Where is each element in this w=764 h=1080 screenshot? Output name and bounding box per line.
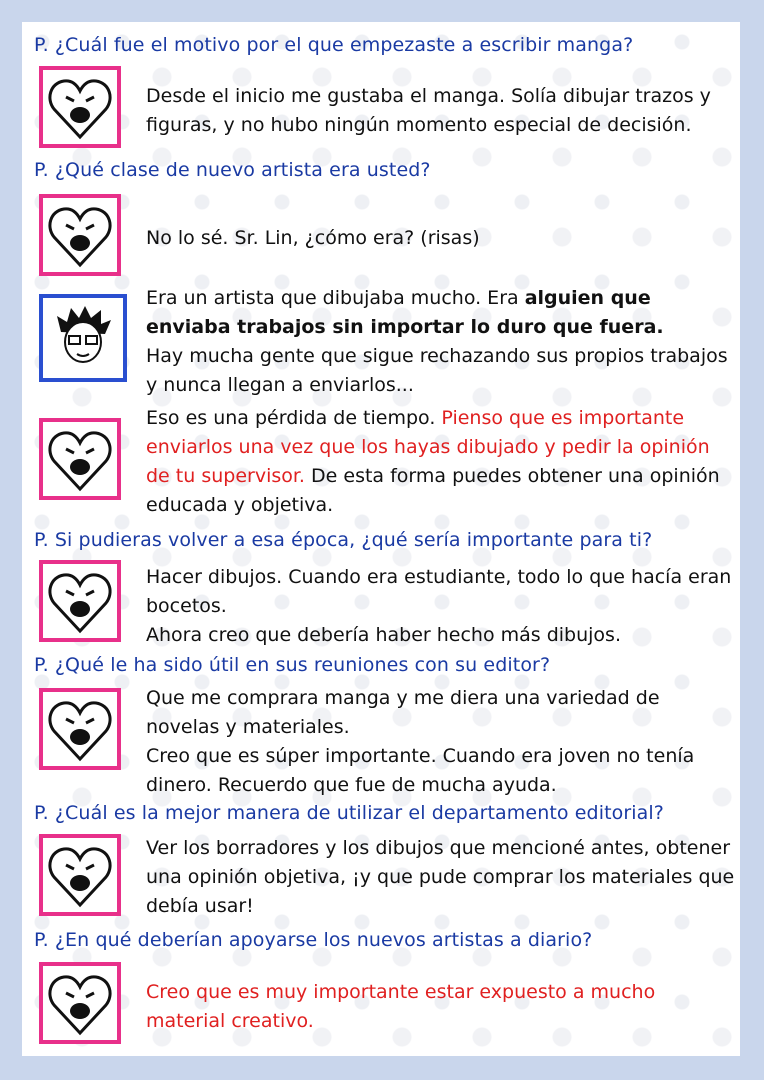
answer-6-extra: Creo que es súper importante. Cuando era joven no tenía dinero. Recuerdo que fue de mucha ayuda.: [146, 745, 695, 796]
answer-3-rest: Hay mucha gente que sigue rechazando sus propios trabajos y nunca llegan a enviarlos...: [146, 345, 728, 396]
answer-1: Desde el inicio me gustaba el manga. Solía dibujar trazos y figuras, y no hubo ningún momento especial de decisión.: [146, 85, 711, 136]
author-avatar: [39, 688, 121, 770]
answer-7: Ver los borradores y los dibujos que mencioné antes, obtener una opinión objetiva, ¡y que pude comprar los materiales que debía usar!: [146, 837, 735, 917]
question-1: P. ¿Cuál fue el motivo por el que empezaste a escribir manga?: [34, 34, 634, 56]
answer-4: [146, 404, 736, 520]
answer-3-intro: Era un artista que dibujaba mucho. Era: [146, 287, 525, 309]
question-4: P. ¿Qué le ha sido útil en sus reuniones con su editor?: [34, 654, 551, 676]
answer-3-bold: alguien que enviaba trabajos sin importar lo duro que fuera.: [146, 287, 664, 338]
author-avatar: [39, 962, 121, 1044]
heart-mascot-icon: [44, 565, 116, 637]
question-5: P. ¿Cuál es la mejor manera de utilizar el departamento editorial?: [34, 802, 664, 824]
answer-5: [146, 563, 736, 650]
interview-page: [22, 22, 740, 1056]
question-6: P. ¿En qué deberían apoyarse los nuevos artistas a diario?: [34, 929, 593, 951]
heart-mascot-icon: [44, 423, 116, 495]
editor-portrait-icon: [47, 302, 119, 374]
answer-2: No lo sé. Sr. Lin, ¿cómo era? (risas): [146, 227, 480, 249]
author-avatar: [39, 560, 121, 642]
heart-mascot-icon: [44, 967, 116, 1039]
answer-8: Creo que es muy importante estar expuesto a mucho material creativo.: [146, 981, 656, 1032]
author-avatar: [39, 418, 121, 500]
author-avatar: [39, 194, 121, 276]
question-2: P. ¿Qué clase de nuevo artista era usted?: [34, 159, 431, 181]
author-avatar: [39, 834, 121, 916]
heart-mascot-icon: [44, 839, 116, 911]
answer-4-highlight: Pienso que es importante enviarlos una vez que los hayas dibujado y pedir la opinión de tu supervisor.: [146, 407, 710, 487]
answer-5-extra: Ahora creo que debería haber hecho más dibujos.: [146, 624, 621, 646]
answer-6: [146, 684, 736, 800]
answer-4-intro: Eso es una pérdida de tiempo.: [146, 407, 442, 429]
answer-5-main: Hacer dibujos. Cuando era estudiante, todo lo que hacía eran bocetos.: [146, 566, 732, 617]
heart-mascot-icon: [44, 693, 116, 765]
answer-6-main: Que me comprara manga y me diera una variedad de novelas y materiales.: [146, 687, 660, 738]
heart-mascot-icon: [44, 71, 116, 143]
heart-mascot-icon: [44, 199, 116, 271]
answer-3: [146, 284, 736, 400]
editor-avatar: [39, 294, 127, 382]
answer-4-rest: De esta forma puedes obtener una opinión educada y objetiva.: [146, 465, 720, 516]
question-3: P. Si pudieras volver a esa época, ¿qué sería importante para ti?: [34, 529, 653, 551]
author-avatar: [39, 66, 121, 148]
